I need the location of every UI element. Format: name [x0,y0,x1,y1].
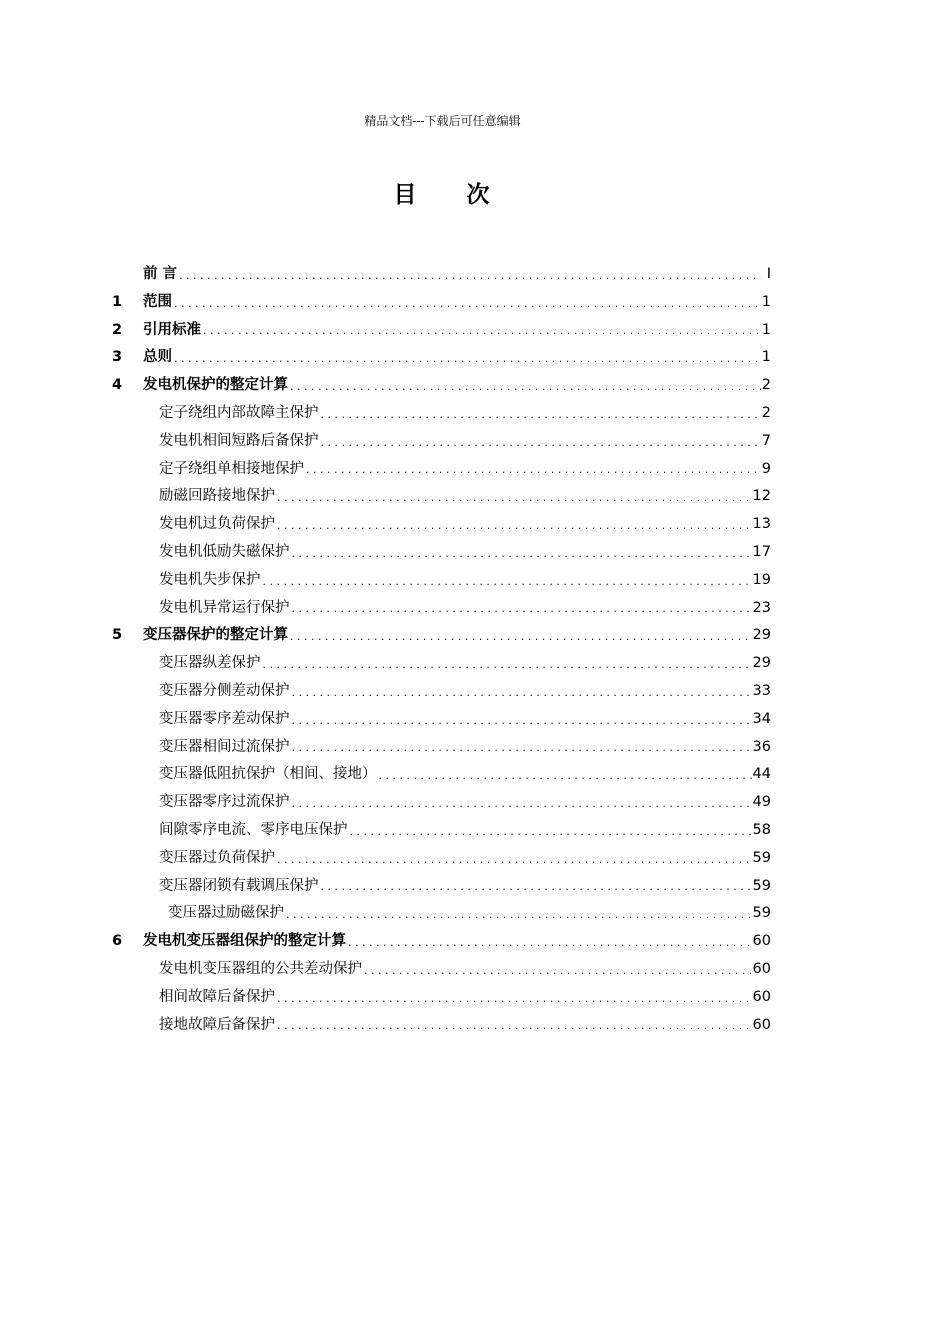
toc-page-number: 2 [761,404,771,421]
toc-subsection-entry[interactable] [112,428,771,456]
toc-entry-label: 变压器纵差保护 [159,655,261,672]
toc-dot-leader [290,708,753,734]
toc-section-entry[interactable] [112,622,771,650]
toc-page-number: 12 [752,488,771,505]
toc-page-number: 23 [752,599,771,616]
toc-section-number: 4 [112,377,123,394]
toc-subsection-entry[interactable] [112,789,771,817]
toc-entry-label: 发电机变压器组保护的整定计算 [143,933,346,950]
toc-section-entry[interactable] [112,928,771,956]
toc-page-number: 59 [752,849,771,866]
toc-entry-label: 发电机异常运行保护 [159,599,290,616]
toc-section-entry[interactable] [112,261,771,289]
toc-entry-label: 定子绕组内部故障主保护 [159,404,319,421]
toc-subsection-entry[interactable] [112,567,771,595]
toc-page-number: 9 [761,460,771,477]
toc-subsection-entry[interactable] [112,1012,771,1040]
toc-dot-leader [290,541,753,567]
toc-dot-leader [275,485,753,511]
toc-subsection-entry[interactable] [112,706,771,734]
toc-section-number: 2 [112,321,123,338]
toc-subsection-entry[interactable] [112,900,771,928]
toc-subsection-entry[interactable] [112,845,771,873]
toc-page-number: 1 [761,293,771,310]
page-title-char-1: 目 [393,182,419,208]
toc-page-number: 60 [752,988,771,1005]
toc-page-number: I [766,266,771,282]
toc-page-number: 60 [752,933,771,950]
toc-dot-leader [177,263,761,289]
toc-entry-label: 变压器过负荷保护 [159,849,275,866]
toc-section-number: 6 [112,933,123,950]
toc-entry-label: 引用标准 [143,321,201,338]
toc-page-number: 60 [752,960,771,977]
toc-subsection-entry[interactable] [112,817,771,845]
toc-section-entry[interactable] [112,317,771,345]
toc-subsection-entry[interactable] [112,400,771,428]
toc-subsection-entry[interactable] [112,650,771,678]
toc-dot-leader [348,819,753,845]
toc-entry-label: 定子绕组单相接地保护 [159,460,304,477]
toc-section-entry[interactable] [112,372,771,400]
toc-page-number: 44 [752,766,771,783]
toc-page-number: 33 [752,682,771,699]
toc-subsection-entry[interactable] [112,984,771,1012]
toc-dot-leader [284,902,753,928]
toc-subsection-entry[interactable] [112,539,771,567]
toc-dot-leader [201,318,761,344]
toc-section-number: 5 [112,627,123,644]
toc-entry-label: 变压器零序过流保护 [159,794,290,811]
toc-subsection-entry[interactable] [112,761,771,789]
toc-entry-label: 发电机失步保护 [159,571,261,588]
toc-entry-label: 接地故障后备保护 [159,1016,275,1033]
toc-dot-leader [290,596,753,622]
toc-entry-label: 发电机相间短路后备保护 [159,432,319,449]
toc-page-number: 36 [752,738,771,755]
toc-dot-leader [362,958,753,984]
toc-dot-leader [304,457,761,483]
toc-subsection-entry[interactable] [112,873,771,901]
toc-dot-leader [288,374,761,400]
toc-dot-leader [319,430,762,456]
toc-dot-leader [290,680,753,706]
toc-dot-leader [319,402,762,428]
toc-page-number: 1 [761,321,771,338]
toc-page-number: 59 [752,877,771,894]
toc-subsection-entry[interactable] [112,483,771,511]
toc-entry-label: 变压器过励磁保护 [168,905,284,922]
toc-dot-leader [377,763,753,789]
toc-dot-leader [275,1013,753,1039]
toc-page-number: 1 [761,349,771,366]
toc-page-number: 13 [752,516,771,533]
toc-page-number: 29 [752,627,771,644]
toc-subsection-entry[interactable] [112,678,771,706]
page-title [0,176,885,209]
toc-dot-leader [275,513,753,539]
toc-entry-label: 发电机过负荷保护 [159,516,275,533]
toc-dot-leader [290,791,753,817]
toc-dot-leader [288,624,753,650]
toc-page-number: 17 [752,543,771,560]
toc-entry-label: 变压器分侧差动保护 [159,682,290,699]
toc-dot-leader [261,569,753,595]
toc-dot-leader [275,986,753,1012]
toc-page-number: 60 [752,1016,771,1033]
toc-entry-label: 变压器闭锁有载调压保护 [159,877,319,894]
toc-dot-leader [275,847,753,873]
toc-entry-label: 范围 [143,293,172,310]
toc-subsection-entry[interactable] [112,511,771,539]
toc-entry-label: 间隙零序电流、零序电压保护 [159,821,348,838]
toc-entry-label: 前 言 [143,266,178,282]
toc-dot-leader [172,291,761,317]
toc-section-entry[interactable] [112,344,771,372]
toc-entry-label: 发电机变压器组的公共差动保护 [159,960,362,977]
toc-section-entry[interactable] [112,289,771,317]
toc-page-number: 34 [752,710,771,727]
toc-page-number: 2 [761,377,771,394]
toc-entry-label: 励磁回路接地保护 [159,488,275,505]
toc-page-number: 19 [752,571,771,588]
toc-dot-leader [346,930,753,956]
header-note: 精品文档---下载后可任意编辑 [364,114,521,128]
toc-page-number: 49 [752,794,771,811]
toc-subsection-entry[interactable] [112,456,771,484]
toc-dot-leader [172,346,761,372]
page-title-char-2: 次 [466,182,492,208]
toc-entry-label: 变压器低阻抗保护（相间、接地） [159,766,377,783]
toc-entry-label: 变压器零序差动保护 [159,710,290,727]
toc-entry-label: 发电机低励失磁保护 [159,543,290,560]
table-of-contents [112,261,771,1039]
toc-page-number: 7 [761,432,771,449]
toc-dot-leader [290,735,753,761]
toc-subsection-entry[interactable] [112,734,771,762]
toc-dot-leader [319,874,753,900]
toc-subsection-entry[interactable] [112,956,771,984]
toc-entry-label: 变压器保护的整定计算 [143,627,288,644]
toc-dot-leader [261,652,753,678]
toc-subsection-entry[interactable] [112,595,771,623]
toc-page-number: 29 [752,655,771,672]
toc-entry-label: 变压器相间过流保护 [159,738,290,755]
toc-section-number: 1 [112,293,123,310]
toc-page-number: 59 [752,905,771,922]
toc-entry-label: 相间故障后备保护 [159,988,275,1005]
toc-page-number: 58 [752,821,771,838]
toc-entry-label: 总则 [143,349,172,366]
toc-section-number: 3 [112,349,123,366]
toc-entry-label: 发电机保护的整定计算 [143,377,288,394]
